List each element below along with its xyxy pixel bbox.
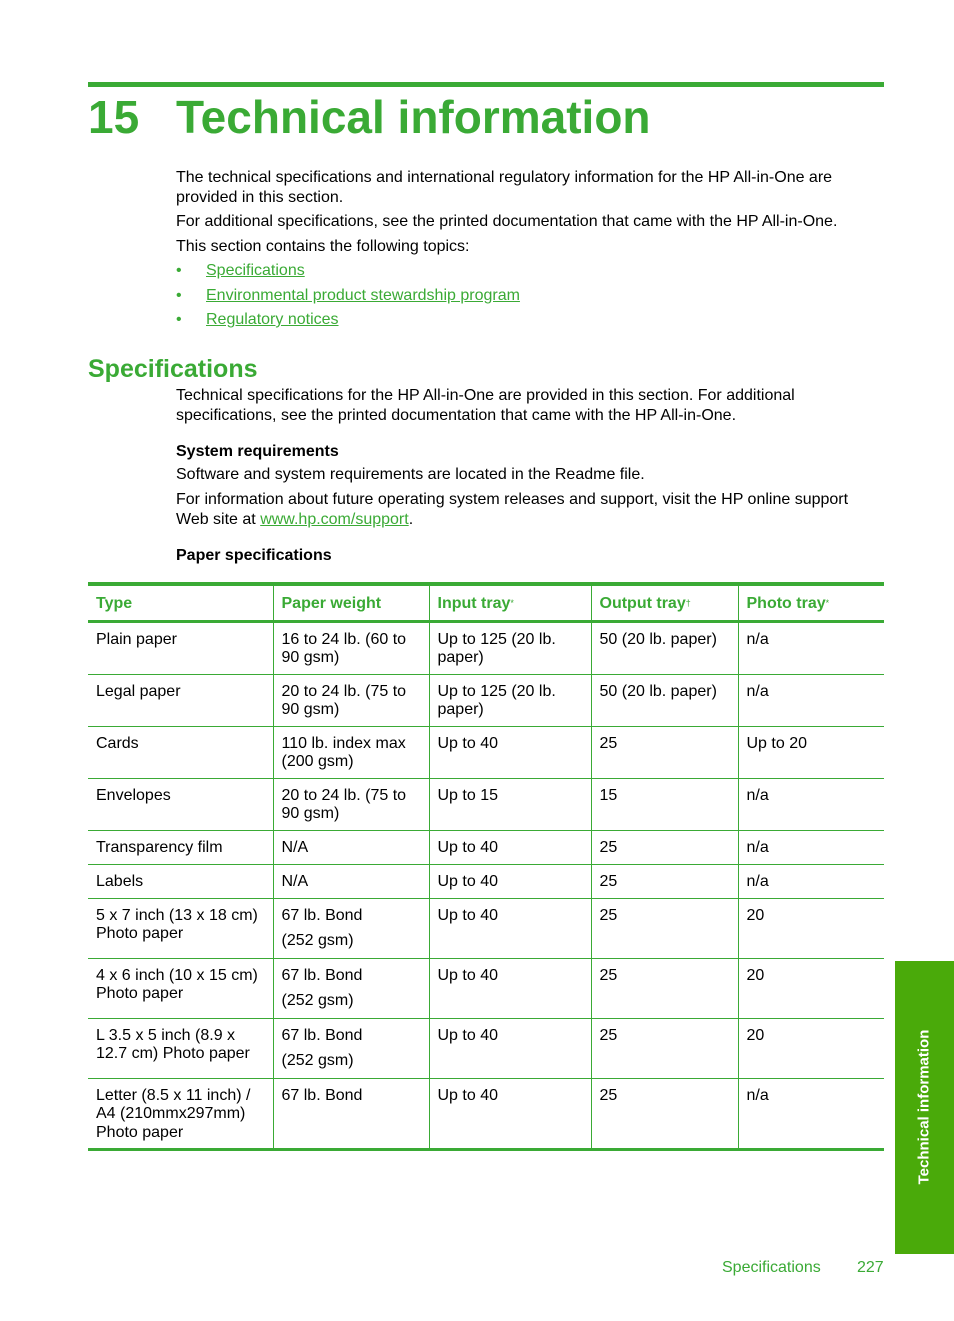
bullet-icon: •: [176, 311, 182, 328]
chapter-title: [88, 88, 651, 146]
chapter-title-text: Technical information: [176, 91, 651, 143]
cell-type: Letter (8.5 x 11 inch) / A4 (210mmx297mm) Photo paper: [88, 1078, 273, 1150]
table-row: [88, 958, 884, 1018]
system-requirements-heading: System requirements: [176, 443, 339, 460]
intro-paragraph-3: This section contains the following topics:: [176, 238, 470, 255]
side-tab-label: Technical information: [915, 1029, 933, 1185]
chapter-number: 15: [88, 91, 140, 143]
cell-type: Legal paper: [88, 674, 273, 726]
cell-input-tray: Up to 40: [429, 958, 591, 1018]
cell-input-tray: Up to 40: [429, 864, 591, 898]
system-requirements-line-2: [176, 490, 884, 530]
intro-block: [176, 168, 884, 257]
table-row: [88, 898, 884, 958]
footer-page-number: 227: [857, 1259, 884, 1276]
system-requirements-line-1: Software and system requirements are located in the Readme file.: [176, 466, 645, 483]
cell-paper-weight: 67 lb. Bond (252 gsm): [273, 898, 429, 958]
table-row: [88, 726, 884, 778]
cell-output-tray: 50 (20 lb. paper): [591, 621, 738, 674]
topic-link-specifications[interactable]: Specifications: [206, 262, 305, 279]
table-row: [88, 1018, 884, 1078]
footnote-mark: *: [510, 598, 514, 608]
intro-paragraph-2: For additional specifications, see the printed documentation that came with the HP All-in-One.: [176, 213, 838, 230]
cell-type: Envelopes: [88, 778, 273, 830]
cell-photo-tray: n/a: [738, 864, 884, 898]
cell-output-tray: 50 (20 lb. paper): [591, 674, 738, 726]
cell-paper-weight: 67 lb. Bond: [273, 1078, 429, 1150]
cell-output-tray: 25: [591, 830, 738, 864]
specifications-intro: Technical specifications for the HP All-in-One are provided in this section. For additional specifications, see the printed documentation that came with the HP All-in-One.: [176, 387, 795, 424]
support-link[interactable]: www.hp.com/support: [260, 511, 409, 528]
table-row: [88, 1078, 884, 1150]
cell-output-tray: 15: [591, 778, 738, 830]
column-header-input-tray: Input tray*: [429, 584, 591, 621]
cell-photo-tray: n/a: [738, 778, 884, 830]
cell-photo-tray: n/a: [738, 621, 884, 674]
cell-input-tray: Up to 125 (20 lb. paper): [429, 674, 591, 726]
support-text-end: .: [408, 511, 414, 528]
table-body: [88, 621, 884, 1150]
cell-output-tray: 25: [591, 958, 738, 1018]
cell-photo-tray: Up to 20: [738, 726, 884, 778]
intro-paragraph-1: The technical specifications and international regulatory information for the HP All-in-One are provided in this section.: [176, 169, 833, 206]
cell-photo-tray: 20: [738, 958, 884, 1018]
table-header-row: [88, 584, 884, 621]
cell-photo-tray: 20: [738, 898, 884, 958]
column-header-output-tray: Output tray†: [591, 584, 738, 621]
cell-paper-weight: 67 lb. Bond (252 gsm): [273, 958, 429, 1018]
cell-photo-tray: n/a: [738, 830, 884, 864]
table-row: [88, 864, 884, 898]
cell-type: 4 x 6 inch (10 x 15 cm) Photo paper: [88, 958, 273, 1018]
bullet-icon: •: [176, 262, 182, 279]
cell-paper-weight-gsm: (252 gsm): [281, 932, 354, 949]
cell-output-tray: 25: [591, 726, 738, 778]
cell-input-tray: Up to 40: [429, 898, 591, 958]
topic-link-regulatory[interactable]: Regulatory notices: [206, 311, 339, 328]
chapter-top-rule: [88, 82, 884, 87]
cell-paper-weight: N/A: [273, 830, 429, 864]
cell-paper-weight: 16 to 24 lb. (60 to 90 gsm): [273, 621, 429, 674]
footnote-mark: *: [825, 598, 830, 608]
chapter-side-tab: [895, 961, 954, 1254]
cell-type: 5 x 7 inch (13 x 18 cm) Photo paper: [88, 898, 273, 958]
column-header-paper-weight: Paper weight: [273, 584, 429, 621]
cell-type: Labels: [88, 864, 273, 898]
cell-type: Cards: [88, 726, 273, 778]
cell-input-tray: Up to 40: [429, 726, 591, 778]
cell-type: Transparency film: [88, 830, 273, 864]
table-row: [88, 778, 884, 830]
cell-input-tray: Up to 40: [429, 1018, 591, 1078]
cell-input-tray: Up to 15: [429, 778, 591, 830]
bullet-icon: •: [176, 286, 182, 304]
specifications-body: [176, 386, 884, 566]
topic-list: [176, 261, 520, 335]
paper-specifications-heading: Paper specifications: [176, 547, 332, 564]
table-row: [88, 674, 884, 726]
cell-photo-tray: 20: [738, 1018, 884, 1078]
paper-specifications-table: [88, 582, 884, 1151]
table-row: [88, 830, 884, 864]
cell-photo-tray: n/a: [738, 1078, 884, 1150]
list-item: [176, 286, 520, 311]
cell-type: Plain paper: [96, 630, 177, 648]
cell-output-tray: 25: [591, 864, 738, 898]
column-header-photo-tray: Photo tray*: [738, 584, 884, 621]
cell-output-tray: 25: [591, 1078, 738, 1150]
cell-paper-weight: 110 lb. index max (200 gsm): [273, 726, 429, 778]
table-row: [88, 621, 884, 674]
cell-paper-weight: 20 to 24 lb. (75 to 90 gsm): [273, 674, 429, 726]
cell-paper-weight: 67 lb. Bond (252 gsm): [273, 1018, 429, 1078]
cell-paper-weight-gsm: (252 gsm): [281, 1052, 354, 1069]
section-heading-specifications: Specifications: [88, 355, 258, 383]
topic-link-environmental[interactable]: Environmental product stewardship program: [206, 286, 520, 304]
cell-paper-weight: N/A: [273, 864, 429, 898]
list-item: [176, 261, 520, 286]
cell-input-tray: Up to 40: [429, 1078, 591, 1150]
cell-output-tray: 25: [591, 1018, 738, 1078]
cell-photo-tray: n/a: [738, 674, 884, 726]
cell-type: L 3.5 x 5 inch (8.9 x 12.7 cm) Photo paper: [88, 1018, 273, 1078]
support-text: For information about future operating system releases and support, visit the HP online support Web site at: [176, 491, 849, 528]
cell-output-tray: 25: [591, 898, 738, 958]
cell-paper-weight: 20 to 24 lb. (75 to 90 gsm): [273, 778, 429, 830]
cell-paper-weight-gsm: (252 gsm): [281, 992, 354, 1009]
footnote-mark: †: [685, 598, 691, 608]
footer-section-name: Specifications: [722, 1259, 821, 1276]
column-header-type: Type: [88, 584, 273, 621]
list-item: [176, 310, 520, 335]
cell-input-tray: Up to 125 (20 lb. paper): [429, 621, 591, 674]
cell-input-tray: Up to 40: [429, 830, 591, 864]
